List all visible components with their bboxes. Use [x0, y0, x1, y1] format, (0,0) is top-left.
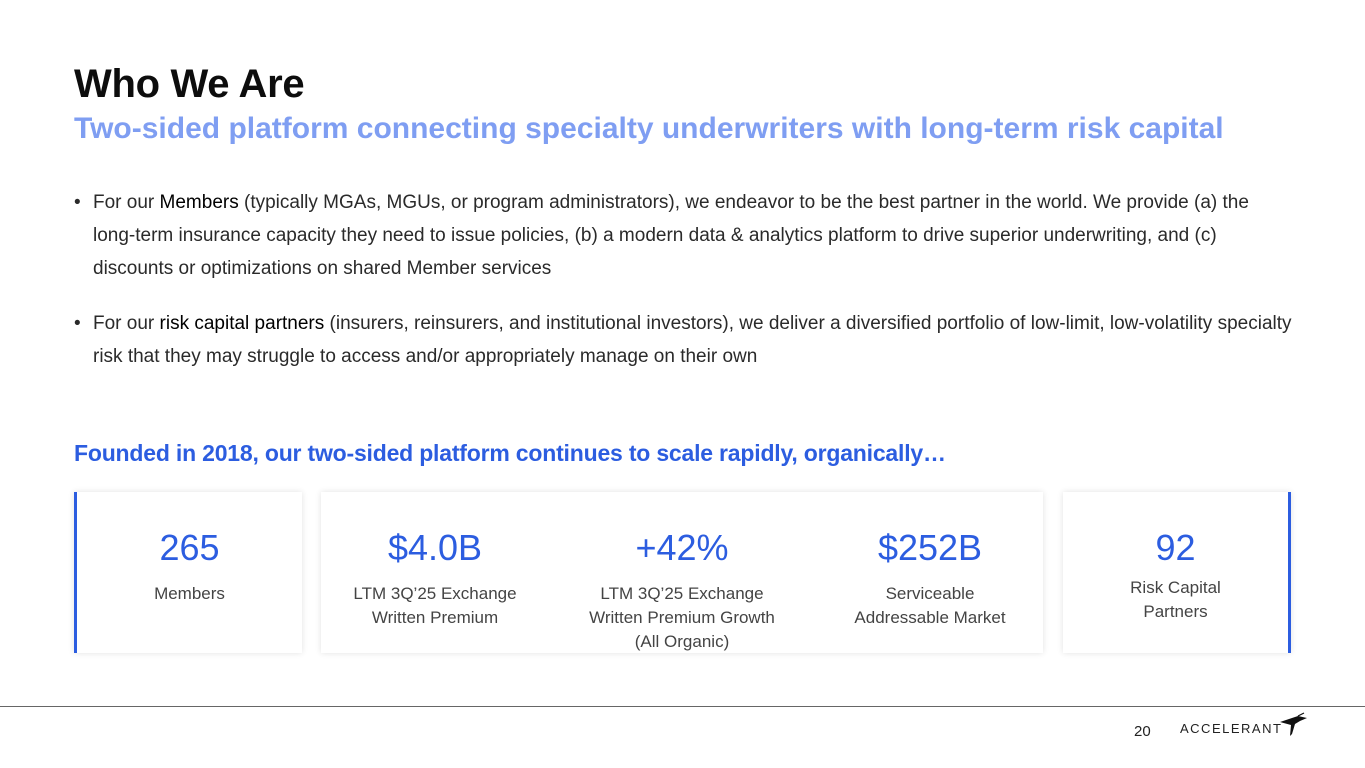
footer-divider	[0, 706, 1365, 707]
bullet-list	[74, 186, 1294, 395]
stat-label-line: Risk Capital	[1130, 578, 1221, 597]
stat-premium-growth	[561, 528, 803, 654]
stat-card-risk-capital	[1063, 492, 1291, 653]
stat-value: +42%	[635, 527, 729, 568]
page-title: Who We Are	[74, 62, 305, 106]
stat-value: $252B	[877, 527, 983, 568]
stat-label	[321, 582, 549, 630]
page-subtitle: Two-sided platform connecting specialty underwriters with long-term risk capital	[74, 112, 1224, 145]
hummingbird-icon	[1278, 712, 1308, 738]
stat-value: 265	[159, 527, 220, 568]
bullet-dot: •	[74, 313, 81, 334]
bullet-dot: •	[74, 192, 81, 213]
stat-label-line: LTM 3Q’25 Exchange	[353, 584, 517, 603]
stat-label-line: Serviceable	[885, 584, 975, 603]
stat-label-line: LTM 3Q’25 Exchange	[600, 584, 764, 603]
stat-label-line: Members	[154, 584, 225, 603]
stat-card-members	[74, 492, 302, 653]
stat-label-line: Partners	[1143, 602, 1208, 621]
stat-label	[821, 582, 1039, 630]
founded-headline: Founded in 2018, our two-sided platform continues to scale rapidly, organically…	[74, 440, 946, 466]
stat-label-line: Written Premium	[371, 608, 499, 627]
stat-label	[77, 582, 302, 606]
bullet-emphasis: risk capital partners	[159, 313, 325, 334]
bullet-text-pre: For our	[93, 192, 160, 213]
logo-wordmark: ACCELERANT	[1180, 720, 1283, 736]
stat-members	[77, 528, 302, 606]
stat-written-premium	[321, 528, 549, 630]
stat-value: 92	[1155, 527, 1196, 568]
stat-label	[561, 582, 803, 654]
stat-label-line: (All Organic)	[634, 632, 730, 651]
bullet-members	[74, 186, 1294, 285]
stat-risk-capital-partners	[1063, 528, 1288, 624]
bullet-text-post: (typically MGAs, MGUs, or program administrators), we endeavor to be the best partner in the world. We provide (a) the long-term insurance capacity they need to issue policies, (b) a modern data & analytics platform to drive superior underwriting, and (c) discounts or optimizations on shared Member services	[93, 192, 1249, 279]
stat-value: $4.0B	[387, 527, 483, 568]
stat-label	[1063, 576, 1288, 624]
company-logo	[1180, 718, 1308, 738]
bullet-risk-capital	[74, 307, 1294, 373]
stat-label-line: Addressable Market	[854, 608, 1006, 627]
bullet-text-post: (insurers, reinsurers, and institutional investors), we deliver a diversified portfolio of low-limit, low-volatility specialty risk that they may struggle to access and/or appropriately manage on their own	[93, 313, 1292, 367]
bullet-text-pre: For our	[93, 313, 160, 334]
page-number: 20	[1134, 723, 1151, 740]
stat-label-line: Written Premium Growth	[589, 608, 775, 627]
stat-addressable-market	[821, 528, 1039, 630]
bullet-emphasis: Members	[159, 192, 239, 213]
stat-card-group	[321, 492, 1043, 653]
